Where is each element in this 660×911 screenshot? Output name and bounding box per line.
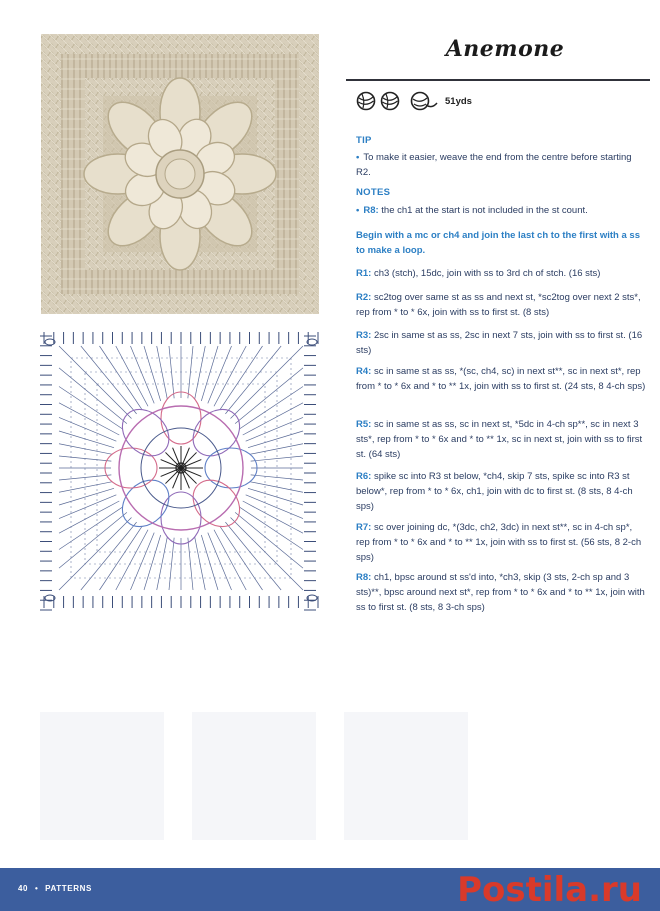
crochet-chart [36,328,326,618]
title-divider [346,79,650,81]
round-text: ch3 (stch), 15dc, join with ss to 3rd ch of stch. (16 sts) [371,268,601,279]
chart-centre-spoke [181,468,197,484]
watermark-logo: Postila.ru [457,870,642,910]
round-1 [356,266,648,281]
chart-stitch-line [250,444,303,455]
notes-item [356,203,648,218]
chart-stitch-line [59,368,127,424]
chart-stitch-line [208,533,232,590]
round-label: R8: [356,572,372,583]
tip-text: To make it easier, weave the end from the centre before starting R2. [356,152,632,178]
round-label: R7: [356,522,372,533]
chart-stitch-line [195,346,206,399]
round-text: sc2tog over same st as ss and next st, *sc2tog over next 2 sts*, rep from * to * 6x, join with ss to first st. (8 sts) [356,292,641,318]
chart-stitch-line [208,346,232,403]
chart-centre-spoke [165,452,181,468]
chart-stitch-line [225,346,281,414]
round-4 [356,364,648,394]
chart-stitch-line [235,368,303,424]
round-text: spike sc into R3 st below, *ch4, skip 7 sts, spike sc into R3 st below*, rep from * to * 6x, ch1, join with dc to first st. (8 sts, 8 4-ch sps) [356,471,633,512]
round-label: R4: [356,366,372,377]
showthrough-block [192,712,316,840]
chart-stitch-line [59,417,116,441]
round-label: R2: [356,292,372,303]
round-label: R1: [356,268,372,279]
yarn-ball-icon [380,91,400,111]
pattern-title: Anemone [445,36,565,62]
crochet-square-image [41,34,319,314]
chart-petal [205,448,257,488]
chart-stitch-line [59,346,132,419]
round-6 [356,469,648,514]
footer-label [18,884,92,893]
chart-stitch-line [246,495,303,519]
yarn-requirements [356,90,472,112]
round-text: sc in same st as ss, sc in next st, *5dc in 4-ch sp**, sc in next 3 sts*, rep from * to * 6x and * to ** 1x, sc in next st, join with ss to first st. (64 sts) [356,419,643,460]
round-label: R6: [356,471,372,482]
round-text: sc over joining dc, *(3dc, ch2, 3dc) in next st**, sc in 4-ch sp*, rep from * to * 6x and * to ** 1x, join with ss to first st. (56 sts, 8 2-ch sps) [356,522,642,563]
showthrough-block [344,712,468,840]
notes-heading: NOTES [356,187,391,198]
round-8 [356,570,648,615]
page-footer [0,868,660,911]
chart-centre-spoke [181,452,197,468]
tip-item [356,150,648,180]
chart-stitch-line [250,482,303,493]
chart-stitch-line [81,346,137,414]
round-text: 2sc in same st as ss, 2sc in next 7 sts, join with ss to first st. (16 sts) [356,330,643,356]
section-name: PATTERNS [45,884,92,893]
chart-stitch-line [130,533,154,590]
chart-stitch-line [59,517,132,590]
yarn-ball-icon [356,91,376,111]
chart-stitch-line [225,522,281,590]
round-text: ch1, bpsc around st ss'd into, *ch3, skip (3 sts, 2-ch sp and 3 sts)**, bpsc around next st*, rep from * to * 6x and * to ** 1x, join with ss to first st. (8 sts, 8 3-ch sps) [356,572,645,613]
chart-stitch-line [230,346,303,419]
yarn-skein-icon [410,91,438,111]
chart-stitch-line [59,482,112,493]
round-text: sc in same st as ss, *(sc, ch4, sc) in next st**, sc in next st*, rep from * to * 6x and * to ** 1x, join with ss to first st. (24 sts, 8 4-ch sps) [356,366,646,392]
chart-centre-spoke [165,468,181,484]
footer-separator: • [34,884,39,893]
chart-stitch-line [59,495,116,519]
chart-stitch-line [157,346,168,399]
bullet-dot: • [356,205,360,216]
round-5 [356,417,648,462]
bullet-dot: • [356,152,360,163]
chart-petal [161,492,201,544]
begin-instructions: Begin with a mc or ch4 and join the last ch to the first with a ss to make a loop. [356,230,640,256]
chart-stitch-line [195,537,206,590]
round-label: R5: [356,419,372,430]
chart-stitch-line [246,417,303,441]
tip-heading: TIP [356,135,372,146]
round-3 [356,328,648,358]
chart-stitch-line [230,517,303,590]
yarn-amount: 51yds [445,95,472,107]
showthrough-block [40,712,164,840]
chart-stitch-line [81,522,137,590]
notes-label: R8: [363,205,379,216]
chart-stitch-line [59,512,127,568]
crochet-square-photo [41,34,319,314]
round-label: R3: [356,330,372,341]
crochet-chart-diagram [36,328,326,618]
chart-petal [161,392,201,444]
round-7 [356,520,648,565]
chart-stitch-line [130,346,154,403]
page-number: 40 [18,884,29,893]
chart-stitch-line [235,512,303,568]
notes-text: the ch1 at the start is not included in the st count. [378,205,588,216]
chart-petal [105,448,157,488]
round-2 [356,290,648,320]
chart-stitch-line [59,444,112,455]
chart-stitch-line [157,537,168,590]
